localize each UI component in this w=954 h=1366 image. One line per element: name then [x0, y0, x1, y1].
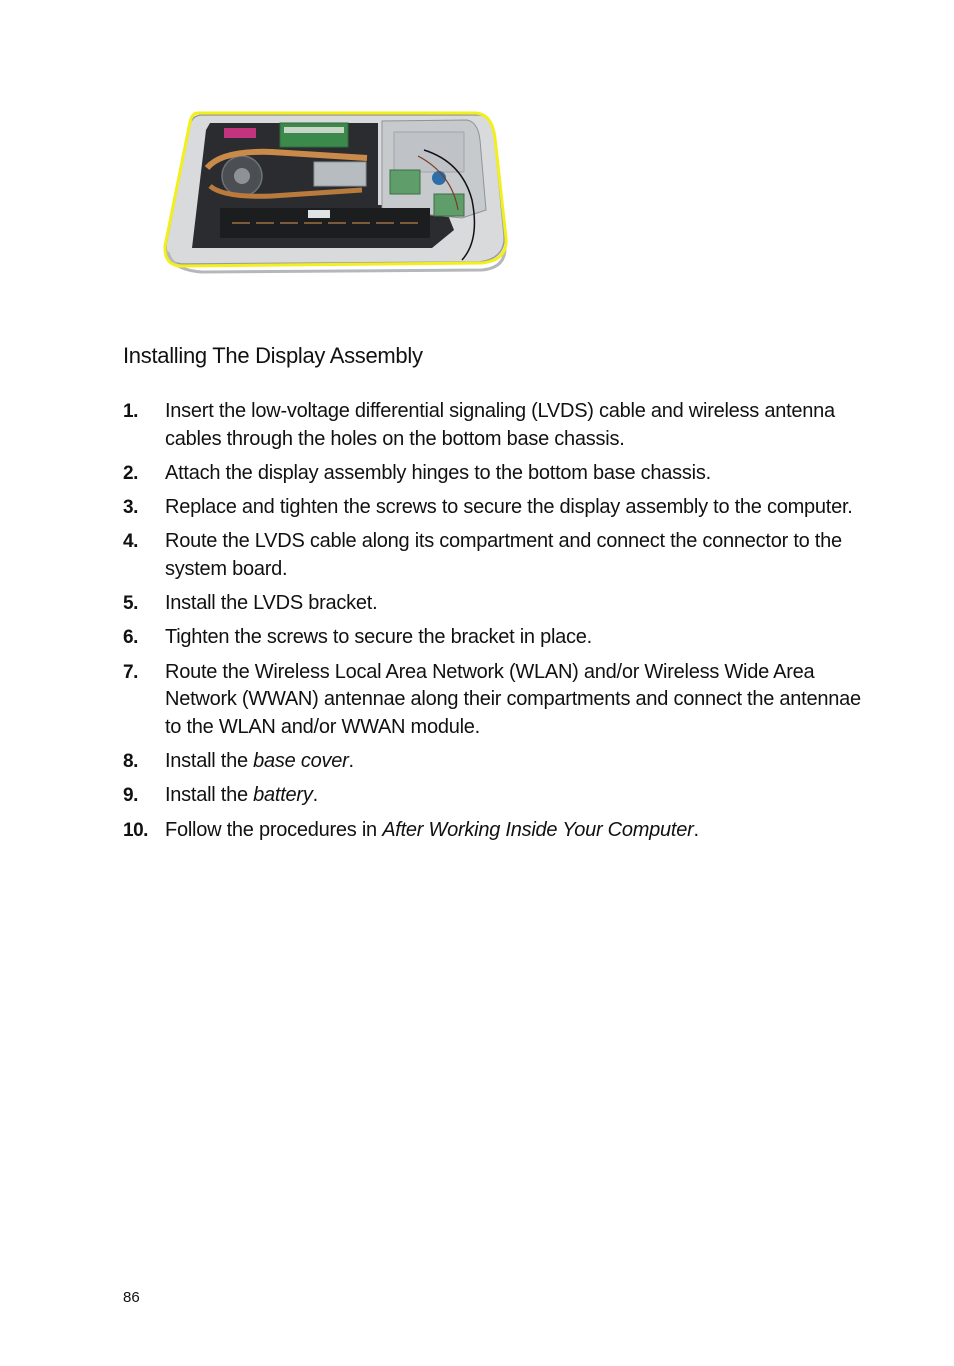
step-text: Route the Wireless Local Area Network (WLAN) and/or Wireless Wide Area Network (WWAN) antennae along their compartments and connect the antennae to the WLAN and/or WWAN module. [165, 660, 861, 738]
step-number: 9. [123, 785, 138, 807]
step-item [123, 817, 863, 845]
step-item [123, 460, 863, 488]
step-text: Route the LVDS cable along its compartment and connect the connector to the system board. [165, 530, 842, 580]
step-text: Replace and tighten the screws to secure the display assembly to the computer. [165, 496, 853, 519]
battery-link[interactable]: battery [253, 784, 313, 807]
step-text-prefix: Install the [165, 784, 254, 807]
laptop-base-figure [162, 110, 508, 278]
step-text [165, 819, 699, 841]
step-number: 2. [123, 462, 138, 484]
step-number: 1. [123, 401, 138, 422]
step-number: 4. [123, 531, 138, 553]
instruction-steps [123, 398, 863, 851]
step-text-prefix: Install the [165, 750, 254, 773]
step-item [123, 494, 863, 522]
step-item [123, 748, 863, 776]
step-number: 7. [123, 661, 138, 683]
step-item [123, 782, 863, 810]
step-number: 3. [123, 497, 138, 519]
step-item [123, 624, 863, 652]
step-text-suffix: . [693, 818, 699, 841]
step-text [165, 750, 354, 772]
step-text: Tighten the screws to secure the bracket in place. [165, 626, 592, 649]
step-number: 5. [123, 593, 138, 615]
step-number: 6. [123, 627, 138, 649]
step-text-suffix: . [312, 784, 318, 807]
page-number: 86 [123, 1289, 140, 1306]
after-working-inside-link[interactable]: After Working Inside Your Computer [382, 818, 694, 841]
step-text: Install the LVDS bracket. [165, 592, 378, 615]
step-item [123, 659, 863, 742]
step-item [123, 528, 863, 583]
step-text: Insert the low-voltage differential signaling (LVDS) cable and wireless antenna cables through the holes on the bottom base chassis. [165, 400, 835, 450]
step-number: 8. [123, 751, 138, 773]
step-text: Attach the display assembly hinges to the bottom base chassis. [165, 461, 711, 484]
section-heading: Installing The Display Assembly [123, 343, 423, 368]
step-number: 10. [123, 819, 148, 841]
step-text-suffix: . [348, 750, 354, 773]
step-text [165, 784, 318, 806]
step-item [123, 590, 863, 618]
step-item [123, 398, 863, 453]
step-text-prefix: Follow the procedures in [165, 818, 383, 841]
base-cover-link[interactable]: base cover [253, 750, 349, 773]
